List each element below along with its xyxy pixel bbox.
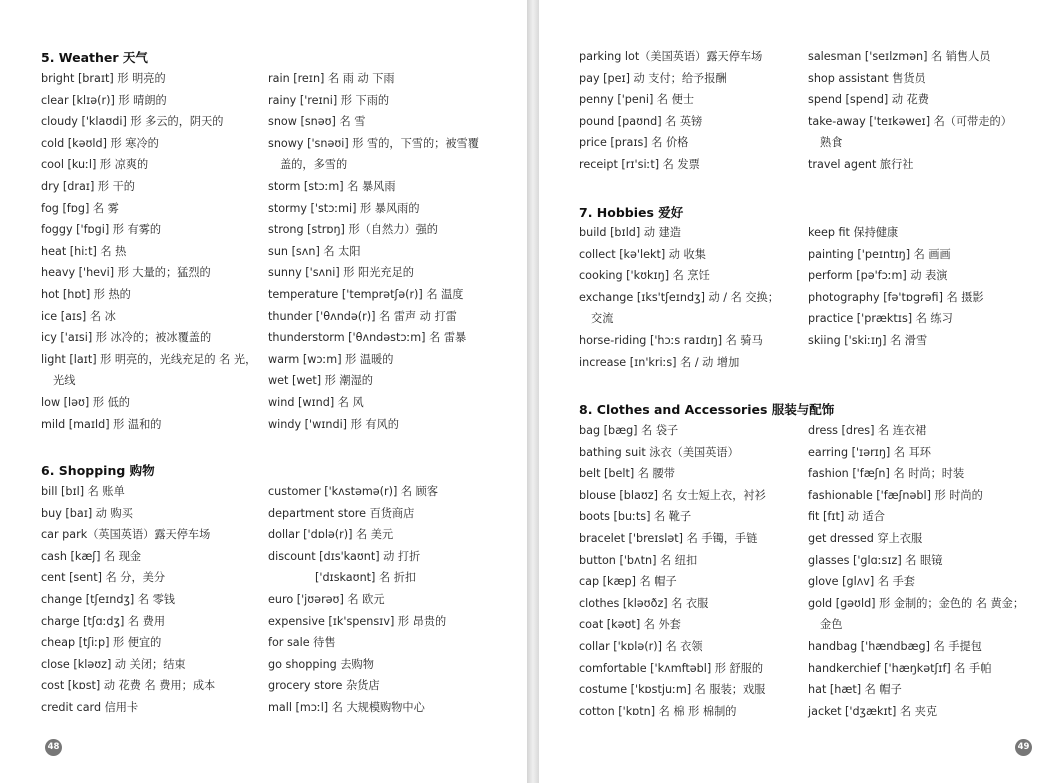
- vocab-entry-text: cent [sent] 名 分，美分: [41, 571, 166, 585]
- vocab-entry: [41, 675, 215, 697]
- vocab-entry: [579, 485, 766, 507]
- vocab-entry: [41, 327, 256, 349]
- vocab-entry-text: heat [hiːt] 名 热: [41, 244, 127, 258]
- vocab-entry-text: sun [sʌn] 名 太阳: [268, 244, 361, 258]
- book-gutter: [527, 0, 539, 783]
- vocab-entry: [808, 658, 1024, 680]
- vocab-entry-continuation: 盖的，多雪的: [280, 158, 348, 172]
- vocab-entry: [808, 287, 984, 309]
- vocab-entry-text: go shopping 去购物: [268, 657, 374, 671]
- vocab-entry: [808, 485, 1024, 507]
- vocab-entry: [41, 198, 256, 220]
- vocab-entry-text: sunny ['sʌni] 形 阳光充足的: [268, 266, 414, 280]
- vocab-entry-text: cheap [tʃiːp] 形 便宜的: [41, 636, 162, 650]
- vocab-entry: [41, 306, 256, 328]
- vocab-entry: [268, 133, 479, 176]
- vocab-entry: [268, 503, 446, 525]
- vocab-entry-text: expensive [ɪk'spensɪv] 形 昂贵的: [268, 614, 447, 628]
- vocab-entry-text: thunderstorm ['θʌndəstɔːm] 名 雷暴: [268, 331, 467, 345]
- vocab-entry: [268, 306, 479, 328]
- vocab-entry-text: mild [maɪld] 形 温和的: [41, 417, 162, 431]
- vocab-entry: [41, 481, 215, 503]
- vocab-entry-text: bill [bɪl] 名 账单: [41, 485, 125, 498]
- vocab-entry-text: coat [kəʊt] 名 外套: [579, 618, 681, 632]
- vocab-entry-text: button ['bʌtn] 名 纽扣: [579, 553, 698, 567]
- vocab-entry-text: bag [bæg] 名 袋子: [579, 424, 679, 437]
- vocab-entry-text: customer ['kʌstəmə(r)] 名 顾客: [268, 485, 439, 498]
- vocab-entry-text: cold [kəʊld] 形 寒冷的: [41, 136, 159, 150]
- vocab-entry: [41, 284, 256, 306]
- section-title-hobbies: 7. Hobbies 爱好: [579, 205, 684, 220]
- vocab-entry-text: comfortable ['kʌmftəbl] 形 舒服的: [579, 661, 764, 675]
- vocab-entry-text: light [laɪt] 形 明亮的，光线充足的 名 光，: [41, 352, 257, 366]
- vocab-entry: [41, 154, 256, 176]
- vocab-entry-text: stormy ['stɔːmi] 形 暴风雨的: [268, 201, 420, 215]
- vocab-entry: [41, 349, 256, 392]
- vocab-entry: [579, 46, 762, 68]
- vocab-entry: [268, 262, 479, 284]
- vocab-entry-text: belt [belt] 名 腰带: [579, 467, 675, 481]
- vocab-entry-text: credit card 信用卡: [41, 700, 139, 714]
- vocab-entry-text: perform [pə'fɔːm] 动 表演: [808, 269, 948, 283]
- vocab-entry-text: cost [kɒst] 动 花费 名 费用；成本: [41, 679, 216, 693]
- vocab-entry-text: exchange [ɪks'tʃeɪndʒ] 动 / 名 交换；: [579, 290, 779, 304]
- vocab-entry-text: fashion ['fæʃn] 名 时尚；时装: [808, 467, 965, 481]
- vocab-entry-text: windy ['wɪndi] 形 有风的: [268, 417, 399, 431]
- vocab-entry: [808, 330, 984, 352]
- vocab-entry-text: glove [glʌv] 名 手套: [808, 575, 915, 589]
- vocab-entry-text: euro ['jʊərəʊ] 名 欧元: [268, 592, 385, 606]
- vocab-entry: [808, 463, 1024, 485]
- vocab-entry: [268, 370, 479, 392]
- vocab-entry: [268, 611, 446, 633]
- vocab-entry: [268, 198, 479, 220]
- vocab-entry-text: build [bɪld] 动 建造: [579, 226, 681, 239]
- vocab-entry-text: keep fit 保持健康: [808, 226, 899, 239]
- vocab-entry-text: mall [mɔːl] 名 大规模购物中心: [268, 700, 425, 714]
- vocab-entry-text: cool [kuːl] 形 凉爽的: [41, 158, 149, 172]
- vocab-entry: [41, 697, 215, 719]
- right-page: [539, 0, 1059, 783]
- vocab-entry: [808, 111, 1012, 154]
- vocab-entry: [268, 111, 479, 133]
- vocab-entry: [41, 524, 215, 546]
- vocab-entry-text: clear [klɪə(r)] 形 晴朗的: [41, 93, 167, 107]
- vocab-entry-text: heavy ['hevi] 形 大量的；猛烈的: [41, 266, 211, 280]
- vocab-entry: [808, 265, 984, 287]
- vocab-entry-text: blouse [blaʊz] 名 女士短上衣，衬衫: [579, 488, 766, 502]
- vocab-entry-text: wet [wet] 形 潮湿的: [268, 374, 373, 388]
- vocab-entry: [41, 611, 215, 633]
- vocab-entry-text: cap [kæp] 名 帽子: [579, 575, 677, 589]
- vocab-entry-text: ice [aɪs] 名 冰: [41, 309, 116, 323]
- vocab-entry: [41, 654, 215, 676]
- vocab-entry-text: cotton ['kɒtn] 名 棉 形 棉制的: [579, 704, 737, 718]
- vocab-entry: [579, 89, 762, 111]
- vocab-entry-text: for sale 待售: [268, 636, 336, 650]
- vocab-entry-text: cooking ['kʊkɪŋ] 名 烹饪: [579, 269, 710, 283]
- vocab-entry-text: foggy ['fɒgi] 形 有雾的: [41, 223, 162, 237]
- vocab-entry-text: increase [ɪn'kriːs] 名 / 动 增加: [579, 355, 740, 369]
- vocab-entry: [268, 176, 479, 198]
- vocab-entry-text: cash [kæʃ] 名 现金: [41, 549, 142, 563]
- page-number-right: 49: [1015, 739, 1032, 756]
- vocab-entry-continuation: ['dɪskaʊnt] 名 折扣: [315, 571, 417, 585]
- vocab-entry-text: buy [baɪ] 动 购买: [41, 506, 133, 520]
- clothes-col-2: [808, 420, 1024, 722]
- shopping-col-2: [268, 481, 446, 719]
- hobbies-col-1: [579, 222, 779, 373]
- vocab-entry: [579, 442, 766, 464]
- vocab-entry-text: grocery store 杂货店: [268, 679, 380, 693]
- vocab-entry: [268, 654, 446, 676]
- vocab-entry-text: receipt [rɪ'siːt] 名 发票: [579, 157, 700, 171]
- vocab-entry: [268, 327, 479, 349]
- vocab-entry-text: boots [buːts] 名 靴子: [579, 510, 692, 524]
- vocab-entry: [268, 349, 479, 371]
- vocab-entry: [579, 636, 766, 658]
- vocab-entry-text: travel agent 旅行社: [808, 157, 914, 171]
- vocab-entry: [808, 244, 984, 266]
- vocab-entry: [268, 392, 479, 414]
- vocab-entry: [579, 244, 779, 266]
- vocab-entry-continuation: 交流: [591, 312, 614, 326]
- vocab-entry: [808, 571, 1024, 593]
- vocab-entry-text: parking lot（美国英语）露天停车场: [579, 50, 763, 63]
- vocab-entry: [808, 222, 984, 244]
- vocab-entry-text: penny ['peni] 名 便士: [579, 93, 695, 107]
- vocab-entry-text: jacket ['dʒækɪt] 名 夹克: [808, 704, 938, 718]
- vocab-entry-text: dollar ['dɒlə(r)] 名 美元: [268, 528, 394, 542]
- vocab-entry: [268, 284, 479, 306]
- vocab-entry: [268, 241, 479, 263]
- vocab-entry-text: skiing ['skiːɪŋ] 名 滑雪: [808, 333, 928, 347]
- vocab-entry: [579, 506, 766, 528]
- vocab-entry-text: icy ['aɪsi] 形 冰冷的；被冰覆盖的: [41, 331, 212, 345]
- vocab-entry-text: collect [kə'lekt] 动 收集: [579, 247, 706, 261]
- vocab-entry-text: fashionable ['fæʃnəbl] 形 时尚的: [808, 488, 983, 502]
- vocab-entry: [268, 697, 446, 719]
- vocab-entry: [579, 265, 779, 287]
- vocab-entry: [579, 550, 766, 572]
- vocab-entry-text: pay [peɪ] 动 支付；给予报酬: [579, 71, 727, 85]
- vocab-entry: [808, 550, 1024, 572]
- shopping-cont-col-2: [808, 46, 1012, 176]
- vocab-entry: [579, 528, 766, 550]
- vocab-entry-text: fog [fɒg] 名 雾: [41, 201, 119, 215]
- vocab-entry-text: collar ['kɒlə(r)] 名 衣领: [579, 639, 703, 653]
- vocab-entry-text: warm [wɔːm] 形 温暖的: [268, 352, 394, 366]
- vocab-entry: [41, 567, 215, 589]
- vocab-entry: [808, 420, 1024, 442]
- clothes-col-1: [579, 420, 766, 722]
- vocab-entry-text: rainy ['reɪni] 形 下雨的: [268, 93, 390, 107]
- vocab-entry-text: storm [stɔːm] 名 暴风雨: [268, 179, 396, 193]
- vocab-entry-text: costume ['kɒstjuːm] 名 服装；戏服: [579, 683, 766, 697]
- vocab-entry: [579, 658, 766, 680]
- vocab-entry: [41, 262, 256, 284]
- vocab-entry: [41, 111, 256, 133]
- vocab-entry: [808, 89, 1012, 111]
- vocab-entry: [579, 154, 762, 176]
- vocab-entry: [268, 546, 446, 568]
- vocab-entry: [808, 506, 1024, 528]
- vocab-entry-text: charge [tʃɑːdʒ] 名 费用: [41, 614, 166, 628]
- vocab-entry-text: glasses ['glɑːsɪz] 名 眼镜: [808, 553, 943, 567]
- vocab-entry: [579, 571, 766, 593]
- vocab-entry-text: fit [fɪt] 动 适合: [808, 510, 885, 524]
- weather-col-2: [268, 68, 479, 435]
- vocab-entry: [268, 481, 446, 503]
- vocab-entry-text: handkerchief ['hæŋkətʃɪf] 名 手帕: [808, 661, 992, 675]
- vocab-entry: [579, 132, 762, 154]
- vocab-entry-text: change [tʃeɪndʒ] 名 零钱: [41, 592, 175, 606]
- vocab-entry-text: discount [dɪs'kaʊnt] 动 打折: [268, 549, 421, 563]
- vocab-entry: [41, 176, 256, 198]
- vocab-entry: [579, 330, 779, 352]
- vocab-entry: [41, 68, 256, 90]
- vocab-entry-text: hat [hæt] 名 帽子: [808, 683, 902, 697]
- vocab-entry-text: clothes [kləʊðz] 名 衣服: [579, 596, 709, 610]
- vocab-entry: [41, 392, 256, 414]
- vocab-entry-text: car park（英国英语）露天停车场: [41, 528, 211, 542]
- vocab-entry: [268, 632, 446, 654]
- vocab-entry-text: dress [dres] 名 连衣裙: [808, 424, 927, 437]
- section-title-weather: 5. Weather 天气: [41, 50, 148, 65]
- vocab-entry: [808, 68, 1012, 90]
- vocab-entry-text: spend [spend] 动 花费: [808, 93, 929, 107]
- page-number-left: 48: [45, 739, 62, 756]
- vocab-entry: [579, 352, 779, 374]
- vocab-entry-text: cloudy ['klaʊdi] 形 多云的，阴天的: [41, 115, 224, 129]
- vocab-entry: [579, 679, 766, 701]
- vocab-entry-text: bathing suit 泳衣（美国英语）: [579, 445, 739, 459]
- weather-col-1: [41, 68, 256, 435]
- vocab-entry: [808, 636, 1024, 658]
- vocab-entry-text: shop assistant 售货员: [808, 71, 926, 85]
- vocab-entry-text: strong [strɒŋ] 形（自然力）强的: [268, 223, 438, 237]
- vocab-entry: [41, 133, 256, 155]
- vocab-entry: [808, 528, 1024, 550]
- hobbies-col-2: [808, 222, 984, 352]
- vocab-entry: [579, 593, 766, 615]
- vocab-entry-text: snow [snəʊ] 名 雪: [268, 115, 366, 129]
- vocab-entry: [41, 219, 256, 241]
- vocab-entry: [268, 675, 446, 697]
- shopping-col-1: [41, 481, 215, 719]
- vocab-entry-text: snowy ['snəʊi] 形 雪的，下雪的；被雪覆: [268, 136, 479, 150]
- vocab-entry: [579, 287, 779, 330]
- vocab-entry-text: hot [hɒt] 形 热的: [41, 287, 131, 301]
- vocab-entry: [808, 46, 1012, 68]
- vocab-entry-text: bright [braɪt] 形 明亮的: [41, 72, 166, 85]
- vocab-entry: [41, 241, 256, 263]
- vocab-entry-text: painting ['peɪntɪŋ] 名 画画: [808, 247, 951, 261]
- vocab-entry-text: salesman ['seɪlzmən] 名 销售人员: [808, 50, 991, 63]
- vocab-entry: [268, 414, 479, 436]
- vocab-entry: [41, 503, 215, 525]
- vocab-entry-text: dry [draɪ] 形 干的: [41, 179, 135, 193]
- shopping-cont-col-1: [579, 46, 762, 176]
- vocab-entry: [808, 593, 1024, 636]
- vocab-entry: [579, 701, 766, 723]
- vocab-entry-text: rain [reɪn] 名 雨 动 下雨: [268, 72, 395, 85]
- vocab-entry: [579, 222, 779, 244]
- vocab-entry-continuation: 金色: [820, 618, 843, 632]
- vocab-entry: [579, 111, 762, 133]
- vocab-entry-continuation: 光线: [53, 374, 76, 388]
- vocab-entry-text: price [praɪs] 名 价格: [579, 136, 689, 150]
- vocab-entry-text: practice ['præktɪs] 名 练习: [808, 312, 953, 326]
- vocab-entry-text: photography [fə'tɒgrəfi] 名 摄影: [808, 290, 984, 304]
- vocab-entry-text: gold [gəʊld] 形 金制的；金色的 名 黄金；: [808, 596, 1025, 610]
- left-page: [0, 0, 527, 783]
- vocab-entry: [41, 90, 256, 112]
- vocab-entry-text: get dressed 穿上衣服: [808, 531, 923, 545]
- vocab-entry-text: handbag ['hændbæg] 名 手提包: [808, 639, 982, 653]
- vocab-entry-text: low [ləʊ] 形 低的: [41, 395, 130, 409]
- vocab-entry: [808, 154, 1012, 176]
- vocab-entry: [268, 68, 479, 90]
- vocab-entry: [41, 414, 256, 436]
- vocab-entry: [41, 546, 215, 568]
- vocab-entry-text: temperature ['temprətʃə(r)] 名 温度: [268, 287, 464, 301]
- vocab-entry: [808, 701, 1024, 723]
- vocab-entry: [41, 589, 215, 611]
- vocab-entry-continuation: 熟食: [820, 136, 843, 150]
- vocab-entry-text: earring ['ɪərɪŋ] 名 耳环: [808, 445, 931, 459]
- section-title-clothes: 8. Clothes and Accessories 服装与配饰: [579, 402, 835, 417]
- vocab-entry: [268, 90, 479, 112]
- vocab-entry-text: pound [paʊnd] 名 英镑: [579, 114, 703, 128]
- vocab-entry: [579, 463, 766, 485]
- section-title-shopping: 6. Shopping 购物: [41, 463, 155, 478]
- vocab-entry-text: thunder ['θʌndə(r)] 名 雷声 动 打雷: [268, 309, 457, 323]
- vocab-entry: [579, 68, 762, 90]
- vocab-entry: [268, 589, 446, 611]
- vocab-entry: [808, 308, 984, 330]
- vocab-entry: [268, 524, 446, 546]
- vocab-entry: [41, 632, 215, 654]
- vocab-entry-text: wind [wɪnd] 名 风: [268, 395, 364, 409]
- vocab-entry-text: bracelet ['breɪslət] 名 手镯，手链: [579, 531, 758, 545]
- vocab-entry-text: take-away ['teɪkəweɪ] 名（可带走的）: [808, 114, 1012, 128]
- vocab-entry: [579, 420, 766, 442]
- vocab-entry-text: close [kləʊz] 动 关闭；结束: [41, 657, 186, 671]
- vocab-entry: [808, 442, 1024, 464]
- vocab-entry: [268, 219, 479, 241]
- vocab-entry-text: horse-riding ['hɔːs raɪdɪŋ] 名 骑马: [579, 333, 763, 347]
- vocab-entry-text: department store 百货商店: [268, 506, 415, 520]
- vocab-entry: [579, 614, 766, 636]
- vocab-entry: [808, 679, 1024, 701]
